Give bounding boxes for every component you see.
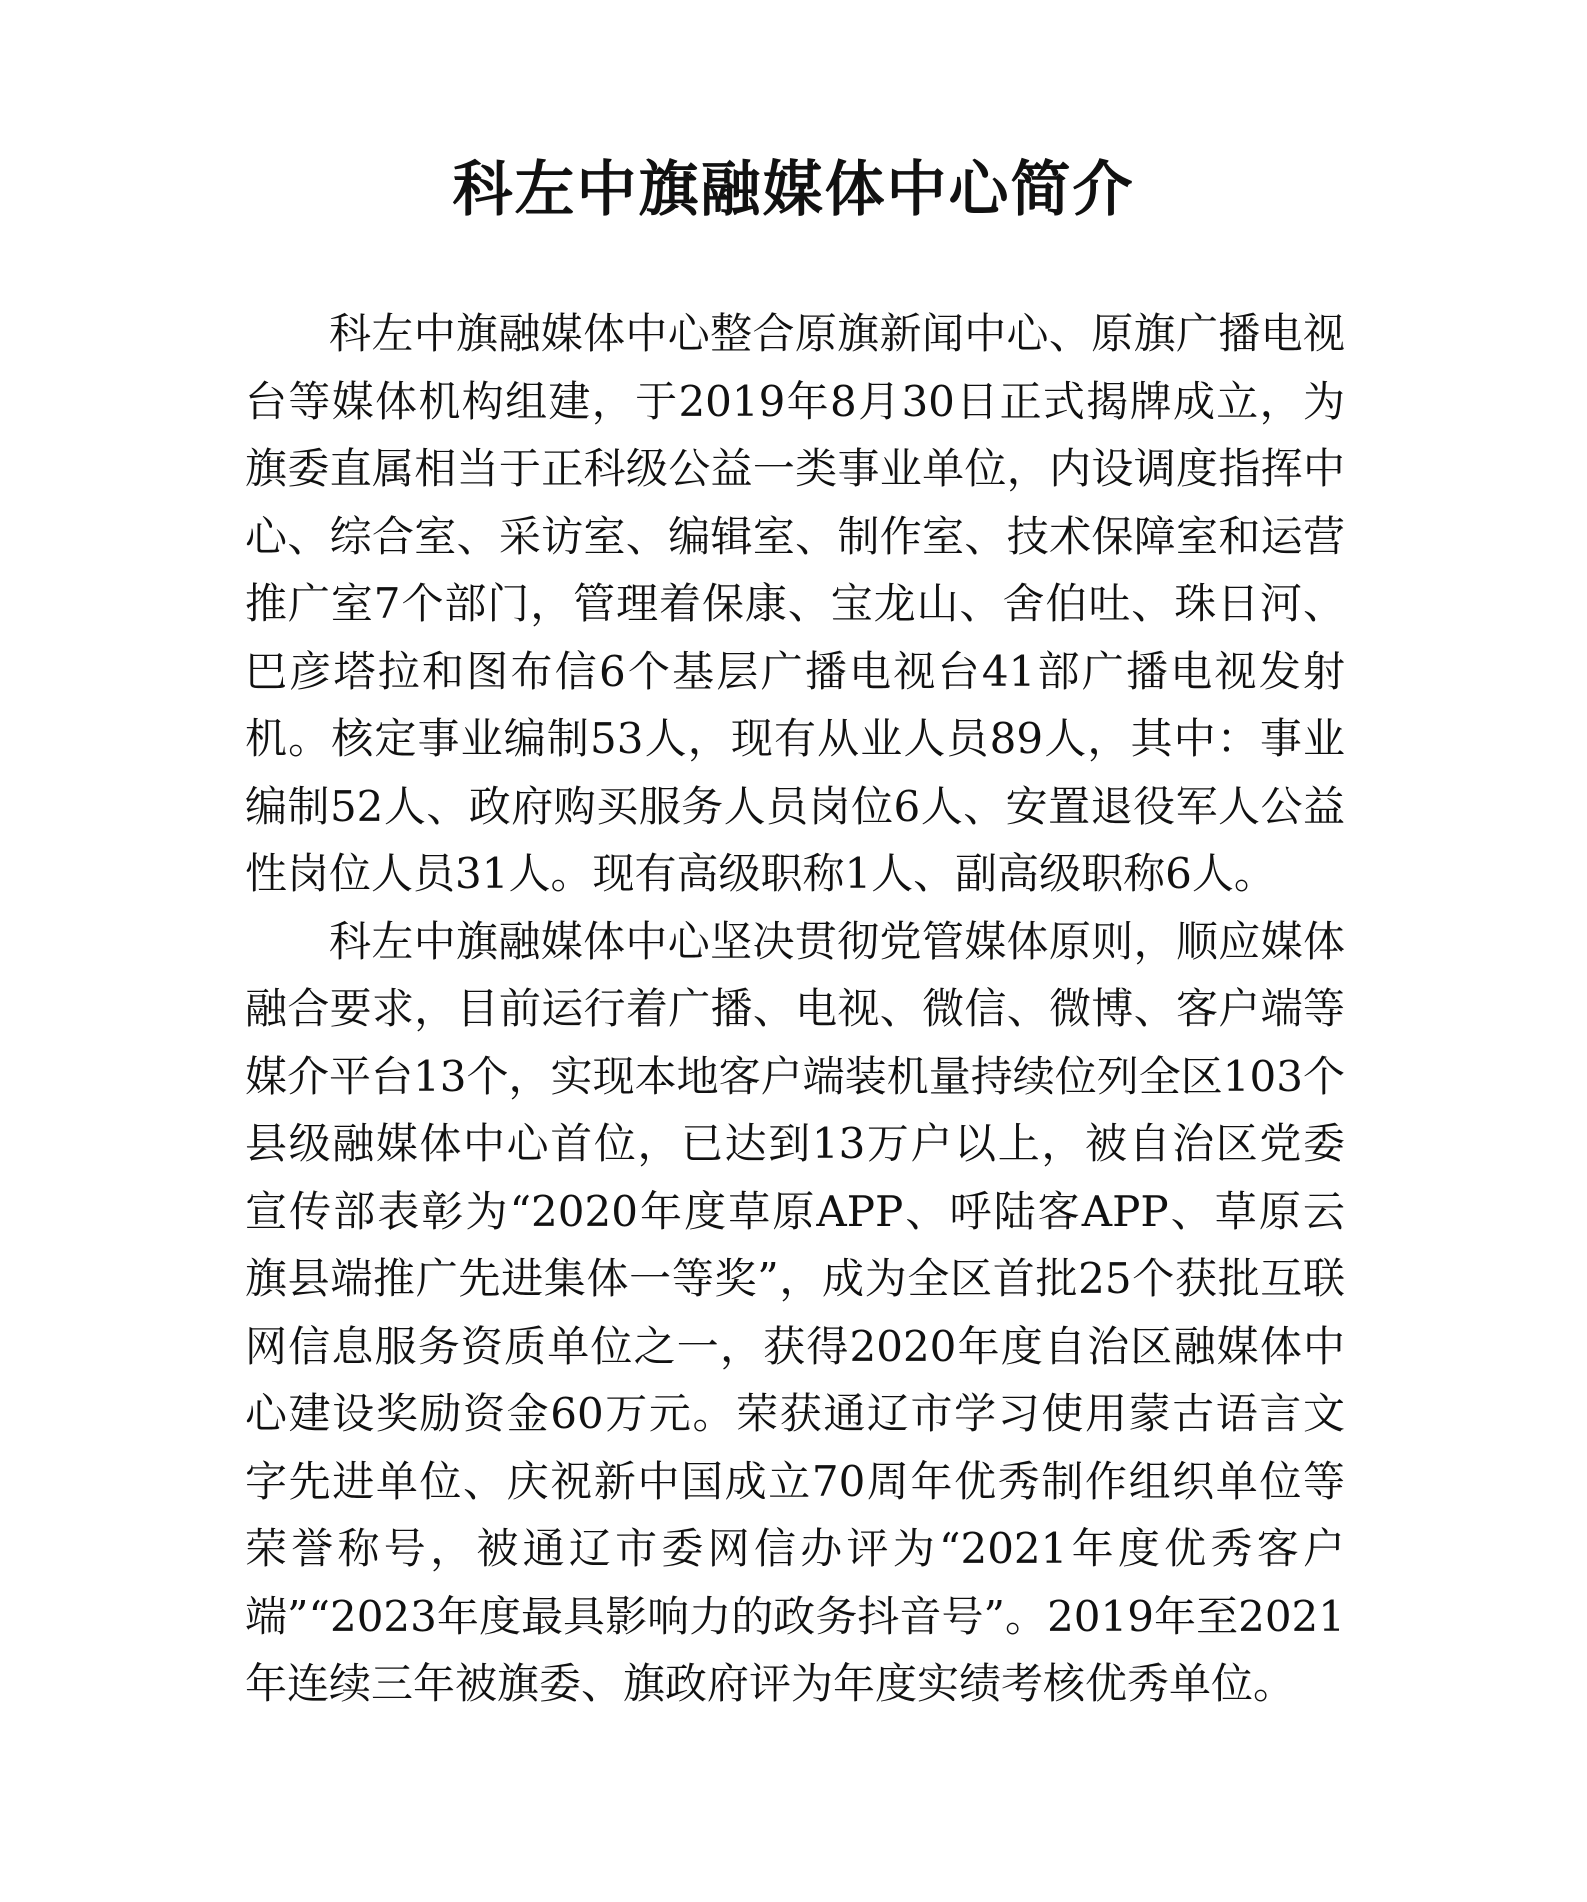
- document-body: [245, 300, 1345, 1718]
- paragraph-introduction: 科左中旗融媒体中心整合原旗新闻中心、原旗广播电视台等媒体机构组建，于2019年8月30日正式揭牌成立，为旗委直属相当于正科级公益一类事业单位，内设调度指挥中心、综合室、采访室、编辑室、制作室、技术保障室和运营推广室7个部门，管理着保康、宝龙山、舍伯吐、珠日河、巴彦塔拉和图布信6个基层广播电视台41部广播电视发射机。核定事业编制53人，现有从业人员89人，其中：事业编制52人、政府购买服务人员岗位6人、安置退役军人公益性岗位人员31人。现有高级职称1人、副高级职称6人。: [245, 309, 1345, 898]
- document-title: 科左中旗融媒体中心简介: [452, 155, 1135, 225]
- paragraph-achievements: 科左中旗融媒体中心坚决贯彻党管媒体原则，顺应媒体融合要求，目前运行着广播、电视、微信、微博、客户端等媒介平台13个，实现本地客户端装机量持续位列全区103个县级融媒体中心首位，已达到13万户以上，被自治区党委宣传部表彰为“2020年度草原APP、呼陆客APP、草原云旗县端推广先进集体一等奖”，成为全区首批25个获批互联网信息服务资质单位之一，获得2020年度自治区融媒体中心建设奖励资金60万元。荣获通辽市学习使用蒙古语言文字先进单位、庆祝新中国成立70周年优秀制作组织单位等荣誉称号，被通辽市委网信办评为“2021年度优秀客户端”“2023年度最具影响力的政务抖音号”。2019年至2021年连续三年被旗委、旗政府评为年度实绩考核优秀单位。: [245, 916, 1345, 1708]
